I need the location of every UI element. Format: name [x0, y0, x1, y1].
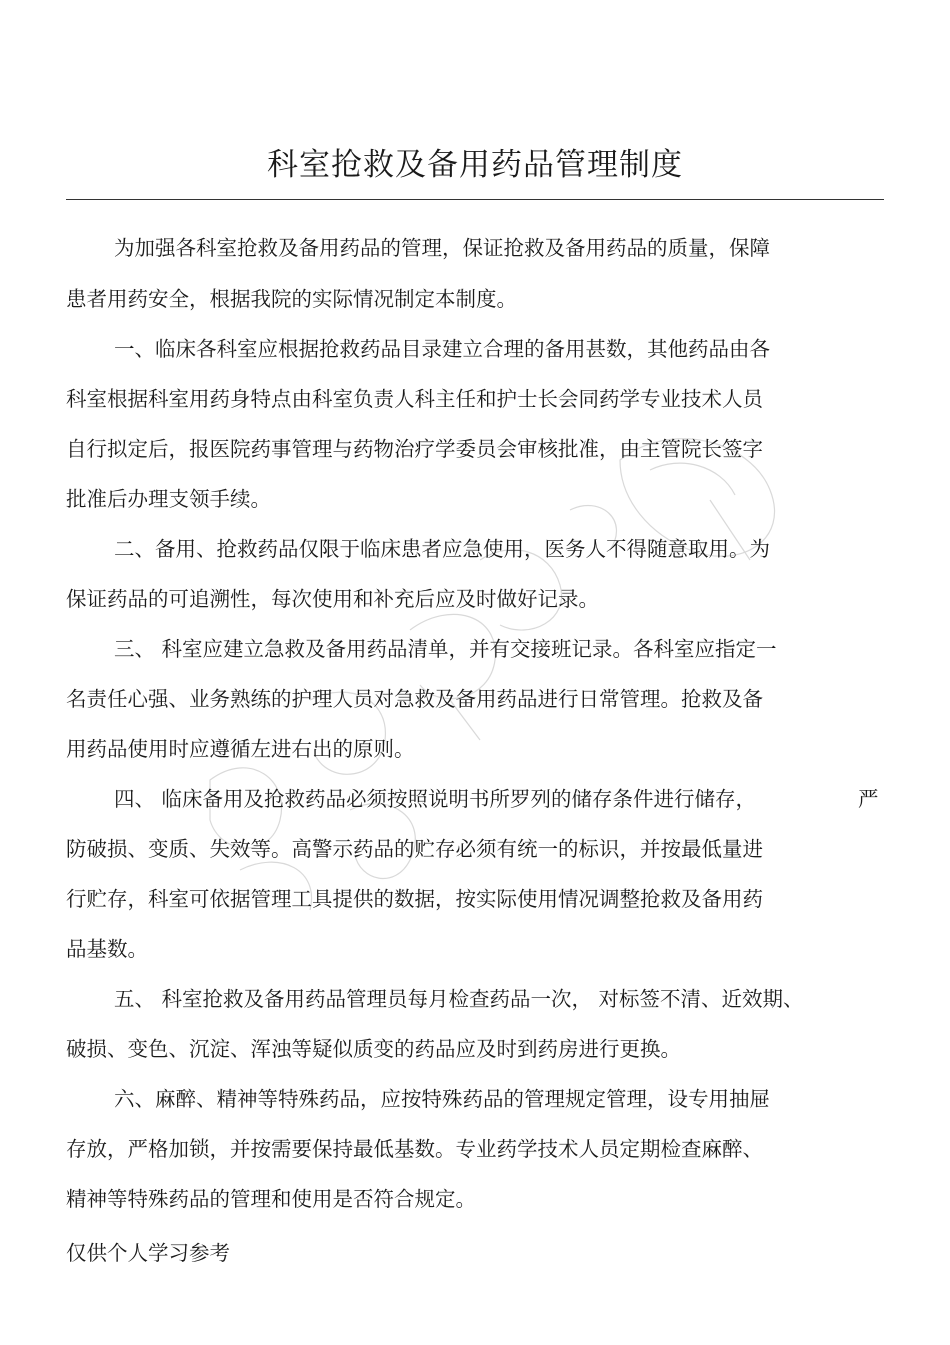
- paragraph-line: 防破损、变质、失效等。高警示药品的贮存必须有统一的标识，并按最低量进: [66, 837, 763, 861]
- paragraph-line: 五、 科室抢救及备用药品管理员每月检查药品一次， 对标签不清、近效期、: [114, 987, 804, 1011]
- paragraph-line: 三、 科室应建立急救及备用药品清单，并有交接班记录。各科室应指定一: [114, 637, 777, 661]
- footer-note: 仅供个人学习参考: [66, 1241, 230, 1265]
- document-title: 科室抢救及备用药品管理制度: [267, 147, 683, 183]
- paragraph-line: 品基数。: [66, 937, 148, 961]
- paragraph-line: 批准后办理支领手续。: [66, 487, 271, 511]
- paragraph-line: 患者用药安全，根据我院的实际情况制定本制度。: [66, 287, 517, 311]
- paragraph-line: 一、临床各科室应根据抢救药品目录建立合理的备用甚数，其他药品由各: [114, 337, 770, 361]
- paragraph-line: 六、麻醉、精神等特殊药品，应按特殊药品的管理规定管理，设专用抽屉: [114, 1087, 770, 1111]
- paragraph-line: 二、备用、抢救药品仅限于临床患者应急使用，医务人不得随意取用。为: [114, 537, 770, 561]
- paragraph-line: 破损、变色、沉淀、浑浊等疑似质变的药品应及时到药房进行更换。: [66, 1037, 681, 1061]
- paragraph-line: 存放，严格加锁，并按需要保持最低基数。专业药学技术人员定期检查麻醉、: [66, 1137, 763, 1161]
- paragraph-line: 精神等特殊药品的管理和使用是否符合规定。: [66, 1187, 476, 1211]
- paragraph-line: 保证药品的可追溯性，每次使用和补充后应及时做好记录。: [66, 587, 599, 611]
- paragraph-line: 为加强各科室抢救及备用药品的管理，保证抢救及备用药品的质量，保障: [114, 236, 770, 260]
- paragraph-line: 名责任心强、业务熟练的护理人员对急救及备用药品进行日常管理。抢救及备: [66, 687, 763, 711]
- paragraph-line: 四、 临床备用及抢救药品必须按照说明书所罗列的储存条件进行储存，: [114, 787, 757, 811]
- title-divider: [66, 199, 884, 200]
- paragraph-line-end-char: 严: [858, 787, 879, 811]
- paragraph-line: 用药品使用时应遵循左进右出的原则。: [66, 737, 415, 761]
- paragraph-line: 自行拟定后，报医院药事管理与药物治疗学委员会审核批准，由主管院长签字: [66, 437, 763, 461]
- paragraph-line: 行贮存，科室可依据管理工具提供的数据，按实际使用情况调整抢救及备用药: [66, 887, 763, 911]
- paragraph-line: 科室根据科室用药身特点由科室负责人科主任和护士长会同药学专业技术人员: [66, 387, 763, 411]
